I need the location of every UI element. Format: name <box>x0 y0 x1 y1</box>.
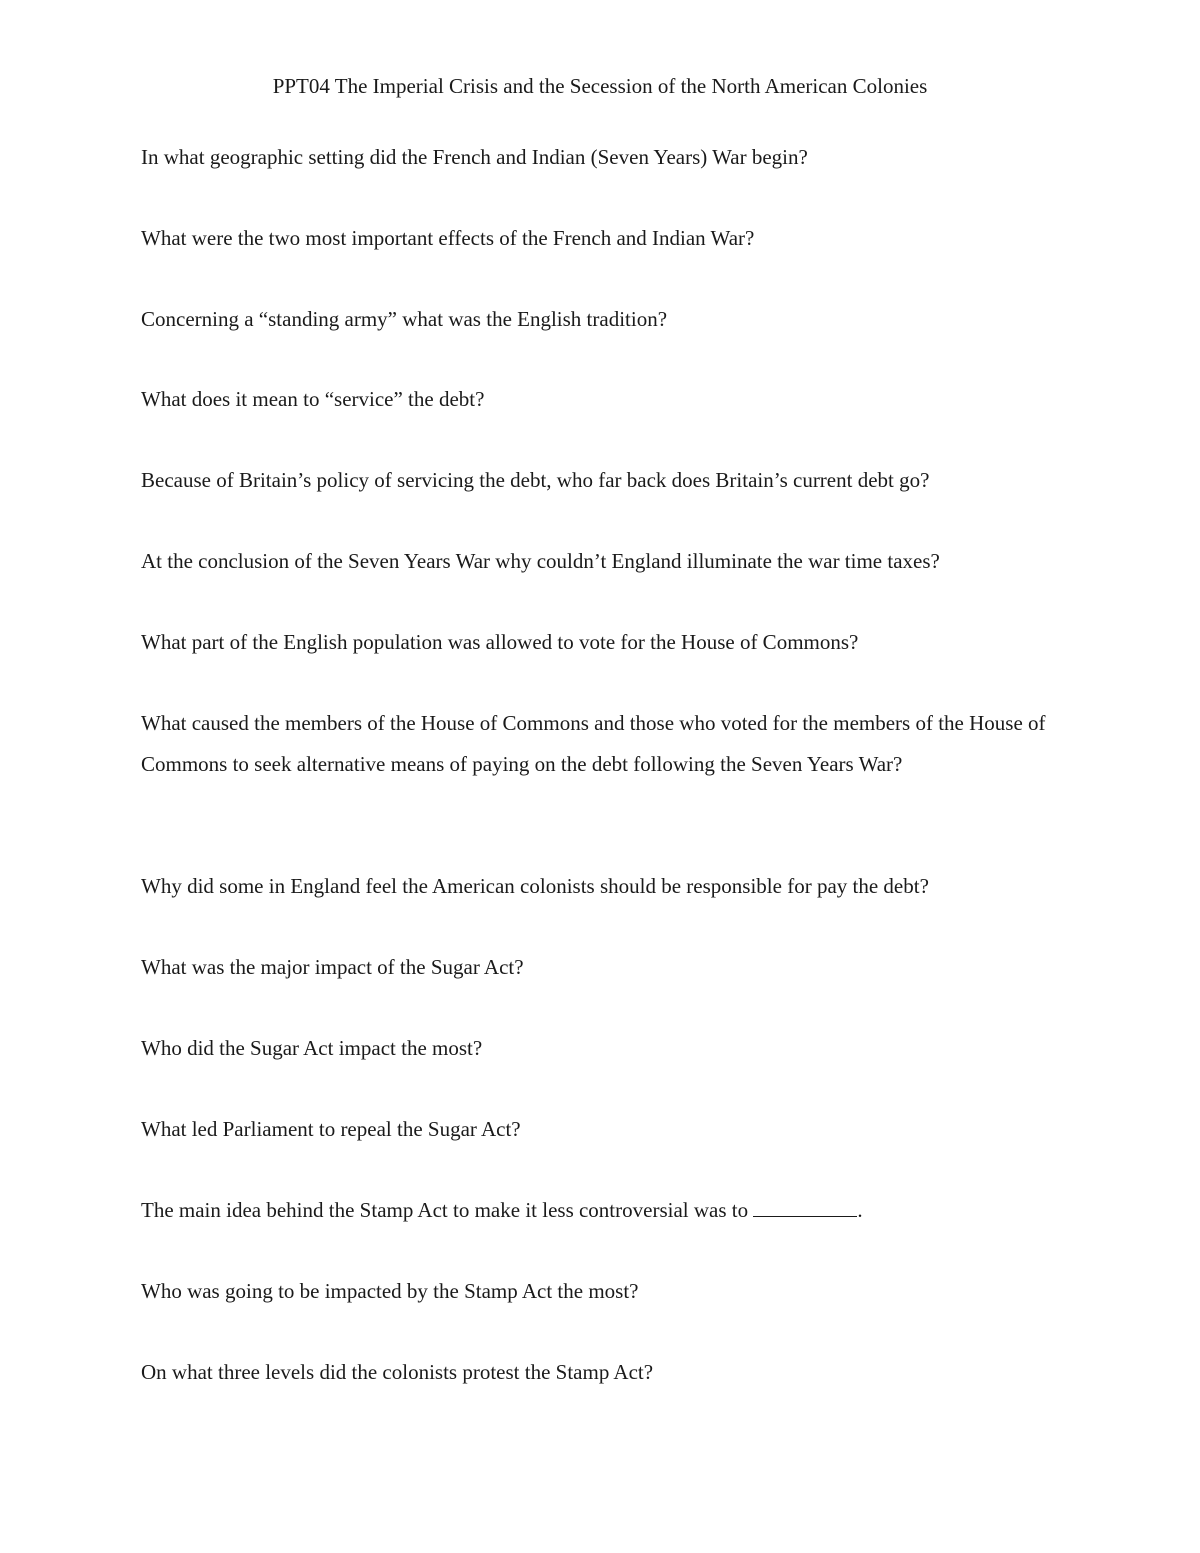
question-text: Who was going to be impacted by the Stamp Act the most? <box>141 1279 639 1303</box>
question-text: At the conclusion of the Seven Years War why couldn’t England illuminate the war time taxes? <box>141 549 940 573</box>
question-13 <box>141 1190 1051 1231</box>
question-text: What was the major impact of the Sugar Act? <box>141 955 524 979</box>
fill-in-blank[interactable] <box>753 1198 857 1217</box>
question-text: Who did the Sugar Act impact the most? <box>141 1036 483 1060</box>
question-text: Concerning a “standing army” what was the English tradition? <box>141 307 668 331</box>
question-text: What led Parliament to repeal the Sugar Act? <box>141 1117 521 1141</box>
question-text: Why did some in England feel the American colonists should be responsible for pay the debt? <box>141 874 929 898</box>
question-8 <box>141 703 1051 785</box>
question-7 <box>141 622 1051 663</box>
question-10 <box>141 947 1051 988</box>
question-text: What does it mean to “service” the debt? <box>141 387 485 411</box>
document-title: PPT04 The Imperial Crisis and the Secession of the North American Colonies <box>272 74 928 98</box>
question-6 <box>141 541 1051 582</box>
question-1 <box>141 137 1051 178</box>
question-12 <box>141 1109 1051 1150</box>
question-text: What were the two most important effects of the French and Indian War? <box>141 226 755 250</box>
question-9 <box>141 866 1051 907</box>
question-text: In what geographic setting did the French and Indian (Seven Years) War begin? <box>141 145 808 169</box>
question-2 <box>141 218 1051 259</box>
question-5 <box>141 460 1051 501</box>
question-15 <box>141 1352 1051 1393</box>
question-text: The main idea behind the Stamp Act to make it less controversial was to <box>141 1198 749 1222</box>
question-4 <box>141 379 1051 420</box>
question-text: What part of the English population was allowed to vote for the House of Commons? <box>141 630 859 654</box>
question-text: Because of Britain’s policy of servicing the debt, who far back does Britain’s current debt go? <box>141 468 930 492</box>
blank-suffix: . <box>857 1198 863 1222</box>
question-14 <box>141 1271 1051 1312</box>
question-text: On what three levels did the colonists protest the Stamp Act? <box>141 1360 654 1384</box>
question-text: What caused the members of the House of Commons and those who voted for the members of the House of Commons to seek alternative means of paying on the debt following the Seven Years War? <box>141 711 1051 776</box>
question-11 <box>141 1028 1051 1069</box>
question-3 <box>141 299 1051 340</box>
